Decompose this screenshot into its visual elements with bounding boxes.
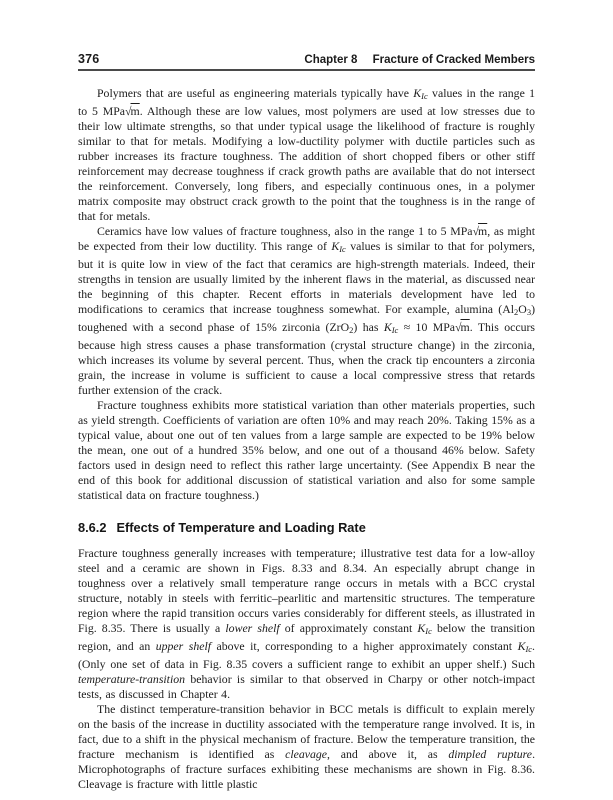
section-heading: [78, 520, 535, 535]
paragraph: Fracture toughness generally increases with temperature; illustrative test data for a low-alloy steel and a ceramic are shown in Figs. 8.33 and 8.34. An especially abrupt change in toughness over a relatively small temperature range occurs in metals with a BCC crystal structure, notably in steels with ferritic–pearlitic and martensitic structures. The temperature region where the rapid transition occurs varies considerably for different steels, as illustrated in Fig. 8.35. There is usually a lower shelf of approximately constant KIc below the transition region, and an upper shelf above it, corresponding to a higher approximately constant KIc. (Only one set of data in Fig. 8.35 covers a sufficient range to exhibit an upper shelf.) Such temperature-transition behavior is similar to that observed in Charpy or other notch-impact tests, as discussed in Chapter 4.: [78, 546, 535, 701]
paragraph: The distinct temperature-transition behavior in BCC metals is difficult to explain merely on the basis of the increase in ductility associated with the temperature range involved. It is, in fact, due to a shift in the physical mechanism of fracture. Below the temperature transition, the fracture mechanism is identified as cleavage, and above it, as dimpled rupture. Microphotographs of fracture surfaces exhibiting these mechanisms are shown in Fig. 8.36. Cleavage is fracture with little plastic: [78, 702, 536, 791]
sqrt-expression: √m: [472, 224, 488, 238]
paragraph: Ceramics have low values of fracture toughness, also in the range 1 to 5 MPa√m, as might be expected from their low ductility. This range of KIc values is similar to that for polymers, but it is quite low in view of the fact that ceramics are high-strength materials. Indeed, their strengths in tension are usually limited by the inherent flaws in the material, as discussed near the beginning of this chapter. Recent efforts in materials development have led to modifications to ceramics that increase toughness somewhat. For example, alumina $(Al_2O_3)$ toughened with a second phase of 15% zirconia (ZrO$_2$) has KIc ≈ 10 MPa√m. This occurs because high stress causes a phase transformation (crystal structure change) in the zirconia, which increases its volume by several percent. Thus, when the crack tip encounters a zirconia grain, the increase in volume is sufficient to cause a local compressive stress that retards further extension of the crack.: [78, 224, 535, 397]
running-head: [78, 52, 535, 66]
page-header: [78, 52, 535, 71]
section-title: Effects of Temperature and Loading Rate: [116, 520, 366, 535]
page-number: 376: [78, 52, 100, 66]
paragraph: Polymers that are useful as engineering materials typically have KIc values in the range 1 to 5 MPa√m. Although these are low values, most polymers are used at low stresses due to their low ultimate strengths, so that under typical usage the likelihood of fracture is roughly similar to that for metals. Modifying a low-ductility polymer with ductile particles such as rubber increases its fracture toughness. The addition of short chopped fibers or other stiff reinforcement may decrease toughness if crack growth paths are available that do not intersect the reinforcement. Conversely, long fibers, and especially continuous ones, in a polymer matrix composite may obstruct crack growth to the point that the toughness is in the range of that for metals.: [78, 86, 535, 223]
sqrt-expression: √m: [125, 104, 140, 118]
paragraph: Fracture toughness exhibits more statistical variation than other materials properties, such as yield strength. Coefficients of variation are often 10% and may reach 20%. Taking 15% as a typical value, about one out of ten values from a large sample are expected to be 19% below the mean, one out of a hundred 35% below, and one out of a thousand 46% below. Safety factors used in design need to reflect this rather large uncertainty. (See Appendix B near the end of this book for additional discussion of statistical variation and also for some sample statistical data on fracture toughness.): [78, 398, 535, 502]
section-number: 8.6.2: [78, 520, 107, 535]
chapter-running-head: [304, 54, 535, 66]
chapter-title: Fracture of Cracked Members: [372, 54, 535, 66]
sqrt-expression: √m: [455, 320, 470, 334]
body-text: [78, 86, 535, 792]
header-rule: [78, 69, 535, 71]
chapter-label: Chapter 8: [304, 54, 358, 66]
